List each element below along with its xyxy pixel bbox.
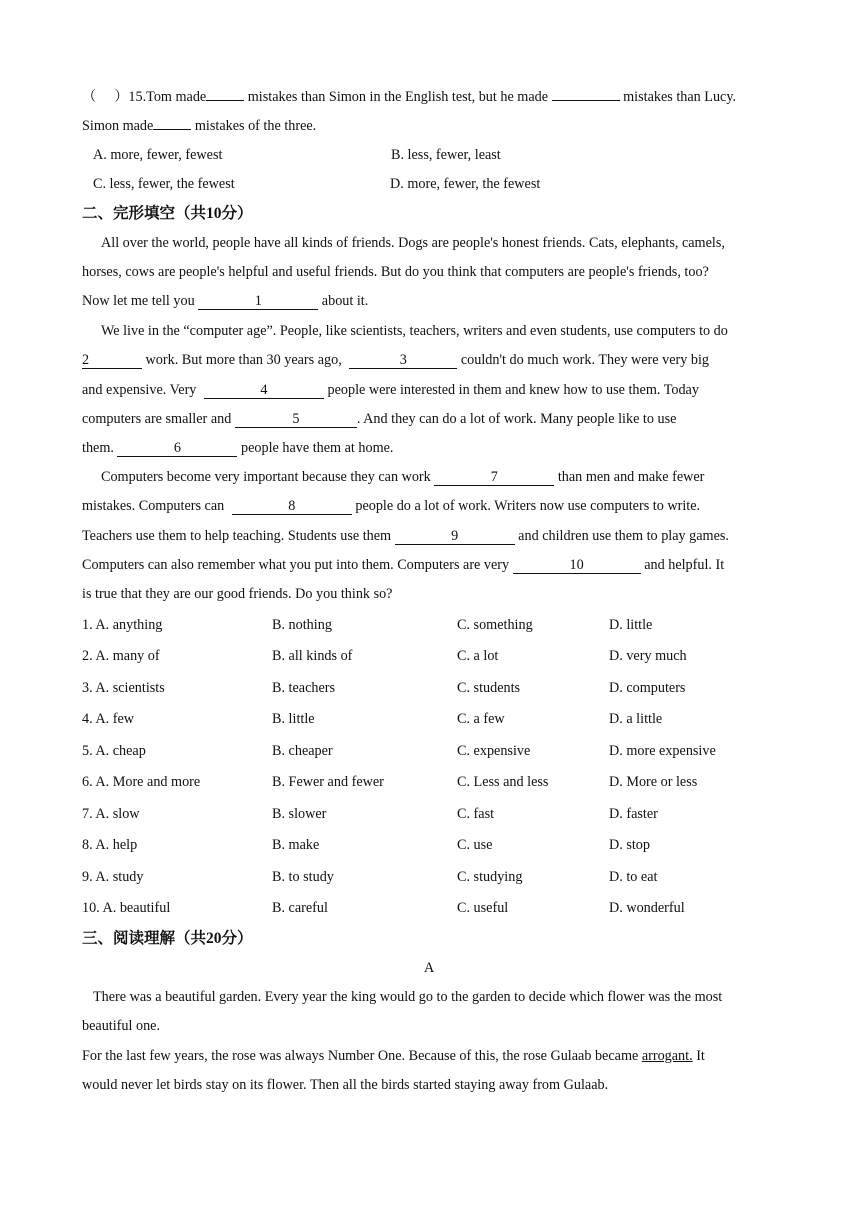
passage-label: A	[424, 960, 435, 976]
cloze-blank-6[interactable]: 6	[117, 440, 237, 457]
q15-stem-c: mistakes than Lucy.	[623, 89, 737, 105]
cloze-p3-line-5: is true that they are our good friends. Do you think so?	[82, 586, 393, 602]
cloze-p2-line-1: We live in the “computer age”. People, like scientists, teachers, writers and even students, use computers to do	[101, 323, 728, 339]
option-3a[interactable]: 3. A. scientists	[82, 680, 165, 696]
cloze-blank-1[interactable]: 1	[198, 293, 318, 310]
cloze-blank-4[interactable]: 4	[204, 382, 324, 399]
option-3c[interactable]: C. students	[457, 680, 521, 696]
q15-stem-a: 15.Tom made	[128, 89, 207, 105]
cloze-text: . And they can do a lot of work. Many people like to use	[356, 411, 677, 427]
option-1d[interactable]: D. little	[609, 617, 653, 633]
cloze-p1-line-2: horses, cows are people's helpful and useful friends. But do you think that computers are people's friends, too?	[82, 264, 709, 280]
option-2d[interactable]: D. very much	[609, 648, 687, 664]
cloze-p3-line-4	[82, 555, 724, 575]
cloze-p3-line-3	[82, 526, 729, 546]
cloze-p1-line-3	[82, 291, 368, 311]
option-6c[interactable]: C. Less and less	[457, 774, 549, 790]
cloze-text: Teachers use them to help teaching. Students use them	[82, 528, 392, 544]
option-6b[interactable]: B. Fewer and fewer	[272, 774, 384, 790]
q15-line2-a: Simon made	[82, 118, 154, 134]
option-7c[interactable]: C. fast	[457, 806, 495, 822]
cloze-p1-line-1: All over the world, people have all kinds of friends. Dogs are people's honest friends. Cats, elephants, camels,	[101, 235, 725, 251]
option-4b[interactable]: B. little	[272, 711, 315, 727]
cloze-text: Now let me tell you	[82, 293, 195, 309]
q15-line2-b: mistakes of the three.	[194, 118, 317, 134]
question-15-line-1	[82, 87, 736, 107]
option-5b[interactable]: B. cheaper	[272, 743, 333, 759]
option-1b[interactable]: B. nothing	[272, 617, 332, 633]
cloze-p2-line-2	[82, 350, 709, 370]
cloze-text: people were interested in them and knew how to use them. Today	[327, 382, 699, 398]
section-2-heading-pre: 二、完形填空（共	[82, 204, 207, 222]
cloze-text: and expensive. Very	[82, 382, 197, 398]
q15-stem-b: mistakes than Simon in the English test, but he made	[247, 89, 549, 105]
cloze-text: work. But more than 30 years ago,	[145, 352, 342, 368]
option-3d[interactable]: D. computers	[609, 680, 686, 696]
cloze-text: mistakes. Computers can	[82, 498, 225, 514]
option-10c[interactable]: C. useful	[457, 900, 509, 916]
option-7b[interactable]: B. slower	[272, 806, 327, 822]
answer-paren-close: ）	[114, 89, 129, 105]
cloze-p3-line-2	[82, 496, 700, 516]
option-10b[interactable]: B. careful	[272, 900, 328, 916]
cloze-text: people have them at home.	[241, 440, 394, 456]
cloze-text: Computers can also remember what you put into them. Computers are very	[82, 557, 510, 573]
option-7a[interactable]: 7. A. slow	[82, 806, 140, 822]
section-2-heading	[82, 203, 253, 224]
reading-text: It	[696, 1048, 705, 1064]
cloze-text: about it.	[321, 293, 369, 309]
option-4d[interactable]: D. a little	[609, 711, 663, 727]
option-1a[interactable]: 1. A. anything	[82, 617, 163, 633]
section-3-heading	[82, 928, 253, 949]
reading-line-2: beautiful one.	[82, 1018, 161, 1034]
option-4c[interactable]: C. a few	[457, 711, 505, 727]
option-2c[interactable]: C. a lot	[457, 648, 499, 664]
cloze-blank-8[interactable]: 8	[232, 498, 352, 515]
option-8c[interactable]: C. use	[457, 837, 493, 853]
option-6a[interactable]: 6. A. More and more	[82, 774, 201, 790]
section-3-score: 20	[206, 930, 222, 947]
option-1c[interactable]: C. something	[457, 617, 533, 633]
option-4a[interactable]: 4. A. few	[82, 711, 135, 727]
option-9b[interactable]: B. to study	[272, 869, 334, 885]
option-9a[interactable]: 9. A. study	[82, 869, 144, 885]
option-5a[interactable]: 5. A. cheap	[82, 743, 146, 759]
q15-option-a[interactable]: A. more, fewer, fewest	[93, 147, 223, 163]
q15-option-c[interactable]: C. less, fewer, the fewest	[93, 176, 235, 192]
cloze-text: and children use them to play games.	[518, 528, 729, 544]
answer-paren-open: （	[82, 89, 97, 105]
question-15-line-2	[82, 116, 316, 136]
cloze-text: people do a lot of work. Writers now use computers to write.	[355, 498, 701, 514]
reading-line-1: There was a beautiful garden. Every year the king would go to the garden to decide which flower was the most	[93, 989, 723, 1005]
cloze-text: Computers become very important because they can work	[101, 469, 431, 485]
option-9c[interactable]: C. studying	[457, 869, 523, 885]
option-3b[interactable]: B. teachers	[272, 680, 336, 696]
option-10d[interactable]: D. wonderful	[609, 900, 685, 916]
cloze-blank-2[interactable]: 2	[82, 352, 142, 369]
option-8d[interactable]: D. stop	[609, 837, 650, 853]
q15-blank-2[interactable]	[552, 100, 620, 101]
section-2-score: 10	[206, 205, 222, 222]
cloze-text: couldn't do much work. They were very big	[460, 352, 710, 368]
cloze-blank-10[interactable]: 10	[513, 557, 641, 574]
reading-line-4: would never let birds stay on its flower. Then all the birds started staying away from Gulaab.	[82, 1077, 609, 1093]
q15-blank-1[interactable]	[206, 100, 244, 101]
cloze-text: and helpful. It	[644, 557, 725, 573]
option-2a[interactable]: 2. A. many of	[82, 648, 160, 664]
cloze-p2-line-5	[82, 438, 393, 458]
underlined-word: arrogant.	[641, 1048, 693, 1064]
q15-blank-3[interactable]	[153, 129, 191, 130]
option-9d[interactable]: D. to eat	[609, 869, 658, 885]
option-10a[interactable]: 10. A. beautiful	[82, 900, 171, 916]
option-5c[interactable]: C. expensive	[457, 743, 531, 759]
reading-line-3	[82, 1046, 705, 1066]
section-2-heading-post: 分）	[221, 204, 253, 222]
q15-option-b[interactable]: B. less, fewer, least	[391, 147, 501, 163]
cloze-p2-line-3	[82, 380, 699, 400]
cloze-p3-line-1	[101, 467, 704, 487]
reading-text: For the last few years, the rose was always Number One. Because of this, the rose Gulaab became	[82, 1048, 639, 1064]
cloze-text: than men and make fewer	[557, 469, 705, 485]
cloze-text: computers are smaller and	[82, 411, 232, 427]
cloze-text: them.	[82, 440, 114, 456]
option-8b[interactable]: B. make	[272, 837, 320, 853]
option-5d[interactable]: D. more expensive	[609, 743, 716, 759]
option-6d[interactable]: D. More or less	[609, 774, 698, 790]
q15-option-d[interactable]: D. more, fewer, the fewest	[390, 176, 541, 192]
section-3-heading-pre: 三、阅读理解（共	[82, 929, 207, 947]
section-3-heading-post: 分）	[221, 929, 253, 947]
option-2b[interactable]: B. all kinds of	[272, 648, 353, 664]
cloze-p2-line-4	[82, 409, 676, 429]
cloze-blank-5[interactable]: 5	[235, 411, 357, 428]
option-8a[interactable]: 8. A. help	[82, 837, 138, 853]
cloze-blank-7[interactable]: 7	[434, 469, 554, 486]
cloze-blank-9[interactable]: 9	[395, 528, 515, 545]
option-7d[interactable]: D. faster	[609, 806, 658, 822]
cloze-blank-3[interactable]: 3	[349, 352, 457, 369]
